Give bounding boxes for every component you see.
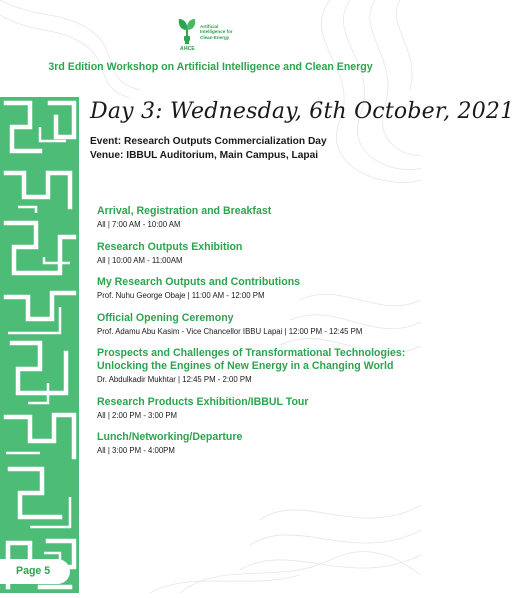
venue-line: Venue: IBBUL Auditorium, Main Campus, Lapai bbox=[90, 150, 319, 161]
logo-line-1: Artificial bbox=[200, 24, 219, 29]
event-line: Event: Research Outputs Commercialization Day bbox=[90, 136, 327, 147]
agenda-item bbox=[97, 347, 413, 386]
agenda-item-detail: Dr. Abdulkadir Mukhtar | 12:45 PM - 2:00 PM bbox=[97, 375, 252, 384]
workshop-title: 3rd Edition Workshop on Artificial Intelligence and Clean Energy bbox=[48, 61, 373, 73]
logo-caption: AI4CE bbox=[180, 46, 195, 52]
ai4ce-logo bbox=[172, 16, 242, 54]
agenda-item bbox=[97, 205, 413, 231]
agenda-item bbox=[97, 431, 413, 457]
agenda-list bbox=[97, 205, 413, 467]
agenda-item-detail: All | 10:00 AM - 11:00AM bbox=[97, 255, 183, 265]
page-badge bbox=[0, 559, 70, 584]
day-title: Day 3: Wednesday, 6th October, 2021 bbox=[90, 99, 514, 124]
maze-pattern bbox=[0, 97, 79, 593]
agenda-item bbox=[97, 396, 413, 422]
agenda-item-title: Research Products Exhibition/IBBUL Tour bbox=[97, 395, 309, 408]
agenda-item-title: My Research Outputs and Contributions bbox=[97, 276, 301, 288]
leaf-plug-icon bbox=[176, 16, 198, 46]
agenda-item-title: Lunch/Networking/Departure bbox=[97, 431, 243, 443]
agenda-item-detail: Prof. Adamu Abu Kasim - Vice Chancellor IBBU Lapai | 12:00 PM - 12:45 PM bbox=[97, 326, 363, 336]
agenda-item-detail: All | 3:00 PM - 4:00PM bbox=[97, 446, 175, 455]
agenda-item-detail: Prof. Nuhu George Obaje | 11:00 AM - 12:00 PM bbox=[97, 291, 265, 300]
agenda-item-title: Prospects and Challenges of Transformational Technologies: Unlocking the Engines of New Energy in a Changing World bbox=[97, 347, 406, 372]
agenda-item-detail: All | 7:00 AM - 10:00 AM bbox=[97, 220, 181, 229]
agenda-item-title: Official Opening Ceremony bbox=[97, 311, 234, 324]
agenda-item bbox=[97, 241, 413, 267]
agenda-item-title: Arrival, Registration and Breakfast bbox=[97, 205, 272, 217]
agenda-item-title: Research Outputs Exhibition bbox=[97, 240, 243, 253]
agenda-item bbox=[97, 312, 413, 338]
logo-wordmark bbox=[200, 24, 233, 40]
logo-line-2: Intelligence for bbox=[200, 29, 233, 35]
logo-line-3: Clean Energy bbox=[200, 34, 230, 40]
agenda-item bbox=[97, 276, 413, 302]
page-number: Page 5 bbox=[16, 565, 51, 577]
agenda-item-detail: All | 2:00 PM - 3:00 PM bbox=[97, 410, 178, 420]
maze-sidebar bbox=[0, 97, 79, 593]
